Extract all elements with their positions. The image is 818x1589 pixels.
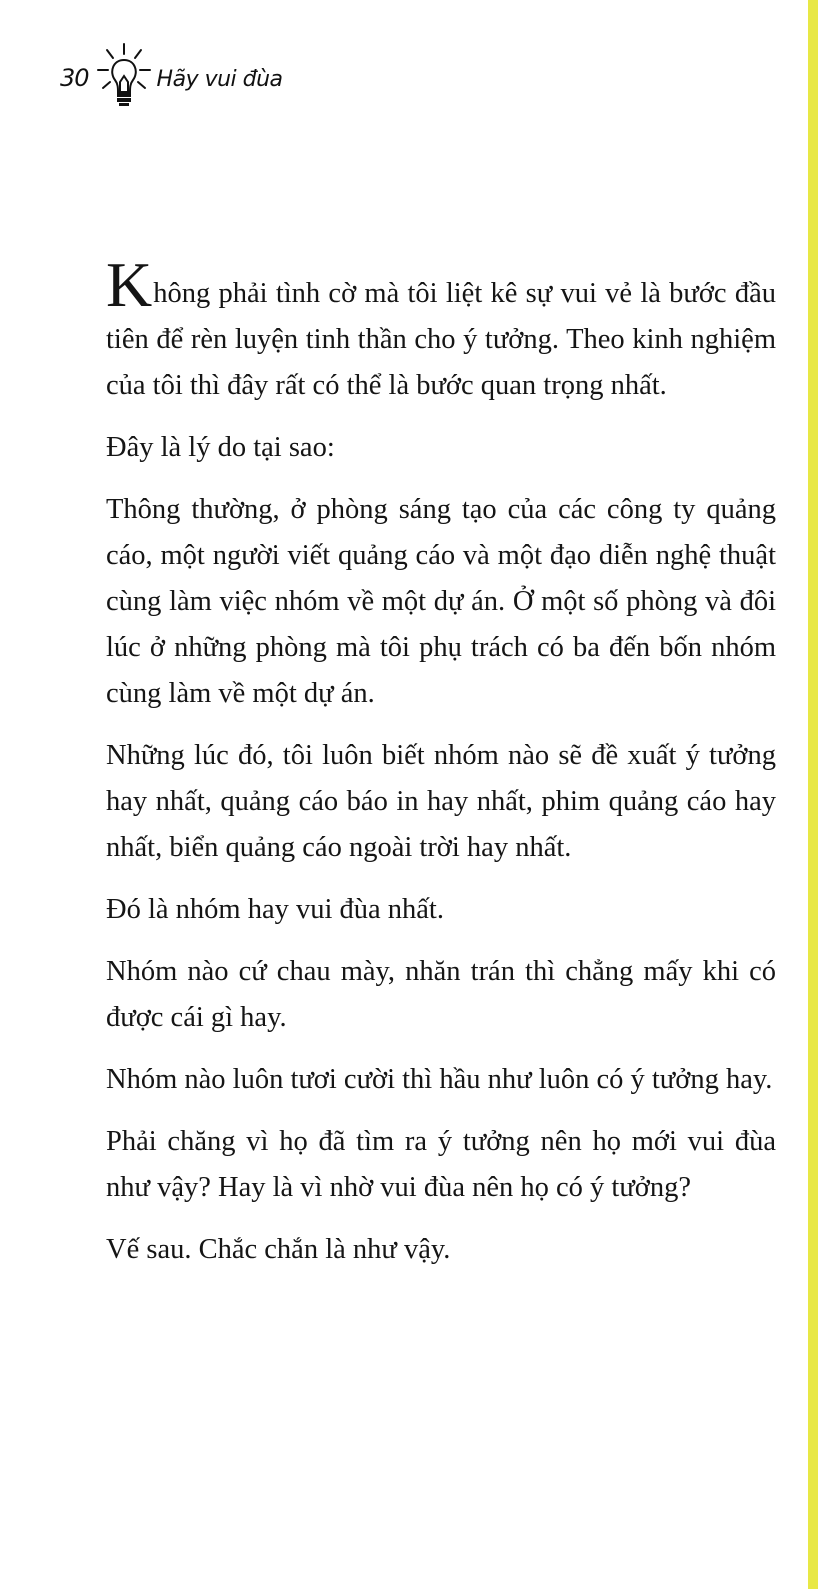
- paragraph-2: Đây là lý do tại sao:: [106, 432, 335, 463]
- paragraph-6: Nhóm nào cứ chau mày, nhăn trán thì chẳng mấy khi có được cái gì hay.: [106, 956, 776, 1033]
- body-text: [106, 249, 776, 1289]
- page-header: [60, 40, 283, 110]
- page-number: 30: [60, 64, 89, 92]
- page-edge-strip: [808, 0, 818, 1589]
- paragraph-3: Thông thường, ở phòng sáng tạo của các công ty quảng cáo, một người viết quảng cáo và một đạo diễn nghệ thuật cùng làm việc nhóm về một dự án. Ở một số phòng và đôi lúc ở những phòng mà tôi phụ trách có ba đến bốn nhóm cùng làm về một dự án.: [106, 494, 776, 709]
- running-title: Hãy vui đùa: [156, 66, 283, 92]
- paragraph-4: Những lúc đó, tôi luôn biết nhóm nào sẽ đề xuất ý tưởng hay nhất, quảng cáo báo in hay nhất, phim quảng cáo hay nhất, biển quảng cáo ngoài trời hay nhất.: [106, 740, 776, 863]
- paragraph-8: Phải chăng vì họ đã tìm ra ý tưởng nên họ mới vui đùa như vậy? Hay là vì nhờ vui đùa nên họ có ý tưởng?: [106, 1126, 776, 1203]
- paragraph-5: Đó là nhóm hay vui đùa nhất.: [106, 894, 444, 925]
- lightbulb-icon: [95, 40, 153, 110]
- paragraph-7: Nhóm nào luôn tươi cười thì hầu như luôn có ý tưởng hay.: [106, 1064, 773, 1095]
- paragraph-1: [106, 249, 776, 409]
- paragraph-9: Vế sau. Chắc chắn là như vậy.: [106, 1234, 451, 1265]
- drop-cap: K: [106, 249, 153, 320]
- paragraph-1-text: hông phải tình cờ mà tôi liệt kê sự vui vẻ là bước đầu tiên để rèn luyện tinh thần cho ý tưởng. Theo kinh nghiệm của tôi thì đây rất có thể là bước quan trọng nhất.: [106, 278, 776, 401]
